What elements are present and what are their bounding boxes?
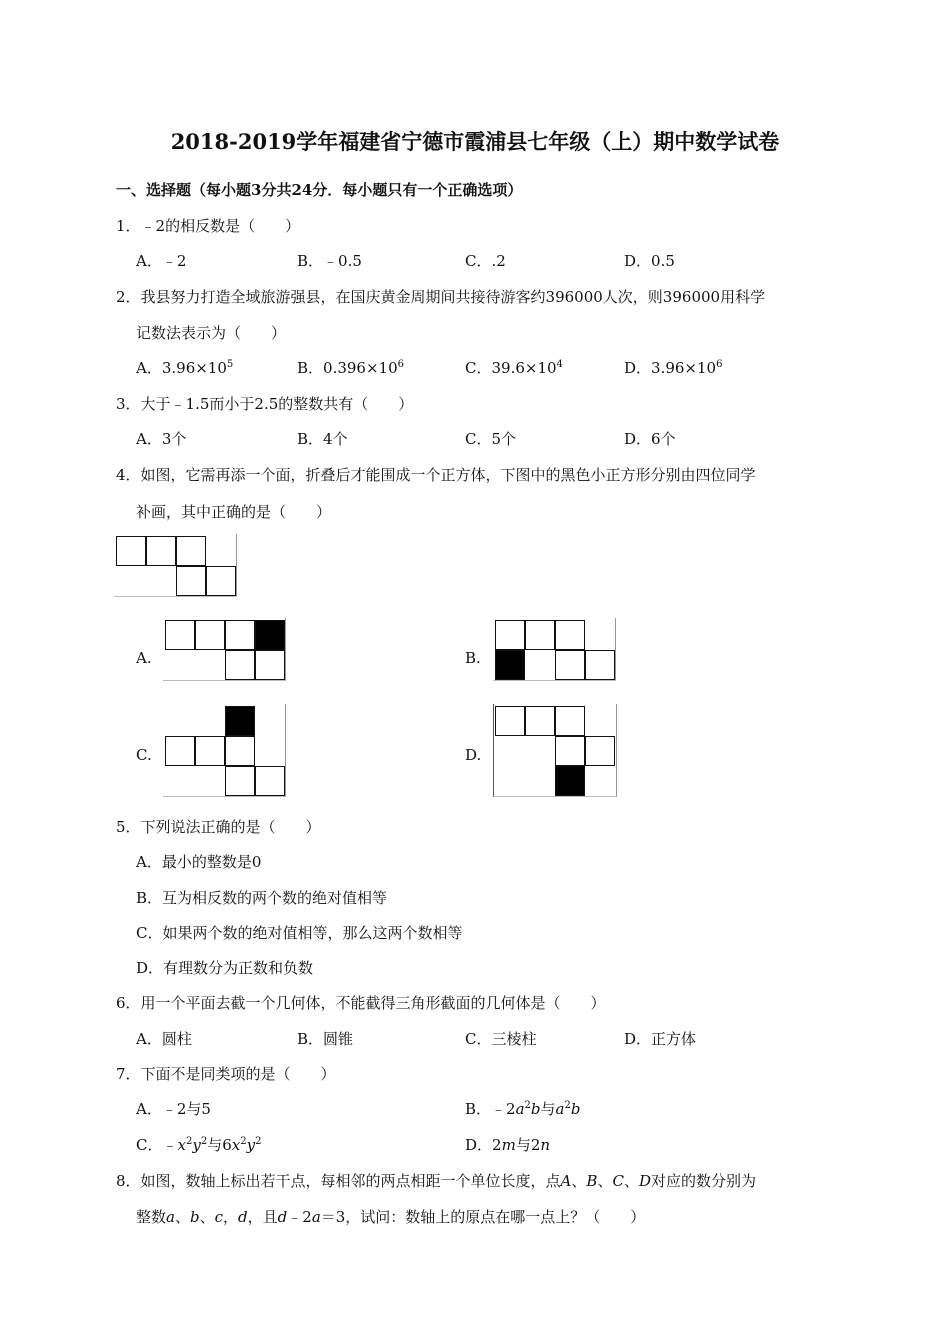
q7-d-var: m (501, 1136, 516, 1154)
net-square (525, 706, 555, 736)
q2-stem-line1: 2．我县努力打造全域旅游强县，在国庆黄金周期间共接待游客约396000人次，则396000用科学 (116, 288, 766, 306)
q7-d-part: D．2 (465, 1136, 502, 1154)
q8-stem-line1 (116, 1171, 756, 1191)
q2-b-base: B．0.396×10 (297, 359, 398, 377)
q7-c-var: y (246, 1136, 256, 1154)
q5-option-d: D．有理数分为正数和负数 (136, 959, 314, 977)
net-square (225, 766, 255, 796)
q7-c-part: 与6 (207, 1136, 232, 1154)
q1-stem: 1．﹣2的相反数是（ ） (116, 217, 301, 235)
q4-option-b-figure (493, 618, 617, 682)
q8-var-a: a (311, 1208, 321, 1226)
q4-stem-line2: 补画，其中正确的是（ ） (136, 503, 332, 521)
added-black-square (255, 620, 285, 650)
net-square (206, 566, 236, 596)
q4-option-c-label: C. (136, 746, 152, 764)
q7-b-part: 与 (540, 1100, 556, 1118)
q6-stem: 6．用一个平面去截一个几何体，不能截得三角形截面的几何体是（ ） (116, 994, 606, 1012)
q3-option-b: B．4个 (297, 430, 348, 448)
q8-text: ﹣2 (287, 1208, 312, 1226)
net-square (225, 650, 255, 680)
q7-b-var: b (570, 1100, 581, 1118)
q7-option-d (465, 1135, 550, 1155)
net-square (555, 736, 585, 766)
net-square (585, 736, 615, 766)
q2-b-exp: 6 (397, 359, 404, 370)
net-square (225, 620, 255, 650)
net-square (585, 650, 615, 680)
q3-option-c: C．5个 (465, 430, 517, 448)
q8-point-c: C (612, 1172, 624, 1190)
q7-c-exp: 2 (185, 1136, 193, 1147)
q7-stem: 7．下面不是同类项的是（ ） (116, 1065, 336, 1083)
q8-sep: 、 (174, 1208, 190, 1226)
q6-option-d: D．正方体 (624, 1030, 697, 1048)
q2-a-exp: 5 (226, 359, 234, 370)
net-square (525, 620, 555, 650)
q7-c-var: x (177, 1136, 186, 1154)
added-black-square (555, 766, 585, 796)
q2-d-base: D．3.96×10 (624, 359, 717, 377)
q6-option-c: C．三棱柱 (465, 1030, 537, 1048)
page-title: 2018-2019学年福建省宁德市霞浦县七年级（上）期中数学试卷 (170, 129, 780, 154)
q8-text: 对应的数分别为 (650, 1172, 756, 1190)
q8-point-b: B (586, 1172, 598, 1190)
net-square (165, 620, 195, 650)
q8-var-b: b (189, 1208, 200, 1226)
net-square (495, 706, 525, 736)
net-square (255, 766, 285, 796)
q8-stem-line2 (136, 1207, 645, 1227)
q7-option-a: A．﹣2与5 (136, 1100, 211, 1118)
q8-point-a: A (560, 1172, 572, 1190)
q7-d-var: n (540, 1136, 551, 1154)
net-square (146, 536, 176, 566)
q2-option-c (465, 358, 563, 378)
q8-sep: ， (223, 1208, 239, 1226)
q7-option-b (465, 1099, 580, 1119)
q4-option-a-label: A. (136, 649, 152, 667)
q3-option-a: A．3个 (136, 430, 187, 448)
added-black-square (225, 706, 255, 736)
q8-point-d: D (638, 1172, 651, 1190)
q4-stem-line1: 4．如图，它需再添一个面，折叠后才能围成一个正方体，下图中的黑色小正方形分别由四位同学 (116, 466, 756, 484)
q1-option-a: A．﹣2 (136, 252, 187, 270)
q8-var-c: c (214, 1208, 224, 1226)
q8-sep: 、 (623, 1172, 639, 1190)
q6-option-b: B．圆锥 (297, 1030, 354, 1048)
q7-c-exp: 2 (200, 1136, 208, 1147)
q4-option-b-label: B. (465, 649, 481, 667)
q4-option-d-label: D. (465, 746, 482, 764)
net-square (555, 706, 585, 736)
q3-stem: 3．大于﹣1.5而小于2.5的整数共有（ ） (116, 395, 414, 413)
q8-var-d: d (238, 1208, 248, 1226)
net-square (555, 620, 585, 650)
q4-option-c-figure (163, 704, 287, 798)
q2-d-exp: 6 (716, 359, 723, 370)
q7-b-exp: 2 (564, 1100, 571, 1111)
net-square (255, 650, 285, 680)
q7-b-var: a (515, 1100, 525, 1118)
q8-text: 整数 (136, 1208, 167, 1226)
q2-a-base: A．3.96×10 (136, 359, 227, 377)
net-square (176, 536, 206, 566)
q4-main-net-figure (114, 534, 238, 598)
q2-c-base: C．39.6×10 (465, 359, 557, 377)
q1-option-c: C．.2 (465, 252, 506, 270)
net-square (555, 650, 585, 680)
q7-c-exp: 2 (255, 1136, 262, 1147)
q5-stem: 5．下列说法正确的是（ ） (116, 818, 321, 836)
q5-option-c: C．如果两个数的绝对值相等，那么这两个数相等 (136, 924, 463, 942)
q7-c-exp: 2 (240, 1136, 247, 1147)
q5-option-b: B．互为相反数的两个数的绝对值相等 (136, 889, 388, 907)
q2-option-d (624, 358, 722, 378)
q7-b-var: b (530, 1100, 541, 1118)
q8-var-a: a (166, 1208, 175, 1226)
q2-option-b (297, 358, 404, 378)
q7-c-var: x (231, 1136, 241, 1154)
q7-b-exp: 2 (524, 1100, 531, 1111)
q8-var-d: d (277, 1208, 288, 1226)
q8-text: ，且 (247, 1208, 278, 1226)
q8-text: ＝3，试问：数轴上的原点在哪一点上？（ ） (320, 1208, 646, 1226)
section-heading: 一、选择题（每小题3分共24分．每小题只有一个正确选项） (116, 181, 523, 199)
q7-b-part: B．﹣2 (465, 1100, 516, 1118)
q6-option-a: A．圆柱 (136, 1030, 192, 1048)
q2-stem-line2: 记数法表示为（ ） (136, 324, 287, 342)
q7-d-part: 与2 (515, 1136, 541, 1154)
net-square (176, 566, 206, 596)
net-square (165, 736, 195, 766)
q4-option-a-figure (163, 618, 287, 682)
net-square (116, 536, 146, 566)
net-square (495, 620, 525, 650)
q1-option-b: B．﹣0.5 (297, 252, 362, 270)
q7-c-var: y (192, 1136, 201, 1154)
net-square (225, 736, 255, 766)
q8-sep: 、 (199, 1208, 215, 1226)
q2-c-exp: 4 (556, 359, 563, 370)
q7-b-var: a (555, 1100, 565, 1118)
q8-sep: 、 (571, 1172, 587, 1190)
q8-sep: 、 (597, 1172, 613, 1190)
q5-option-a: A．最小的整数是0 (136, 853, 262, 871)
q3-option-d: D．6个 (624, 430, 676, 448)
added-black-square (495, 650, 525, 680)
q2-option-a (136, 358, 233, 378)
q8-text: 8．如图，数轴上标出若干点，每相邻的两点相距一个单位长度，点 (116, 1172, 561, 1190)
net-square (195, 736, 225, 766)
net-square (195, 620, 225, 650)
q1-option-d: D．0.5 (624, 252, 675, 270)
q7-option-c (136, 1135, 261, 1155)
q4-option-d-figure (493, 704, 617, 798)
q7-c-part: C．﹣ (136, 1136, 178, 1154)
